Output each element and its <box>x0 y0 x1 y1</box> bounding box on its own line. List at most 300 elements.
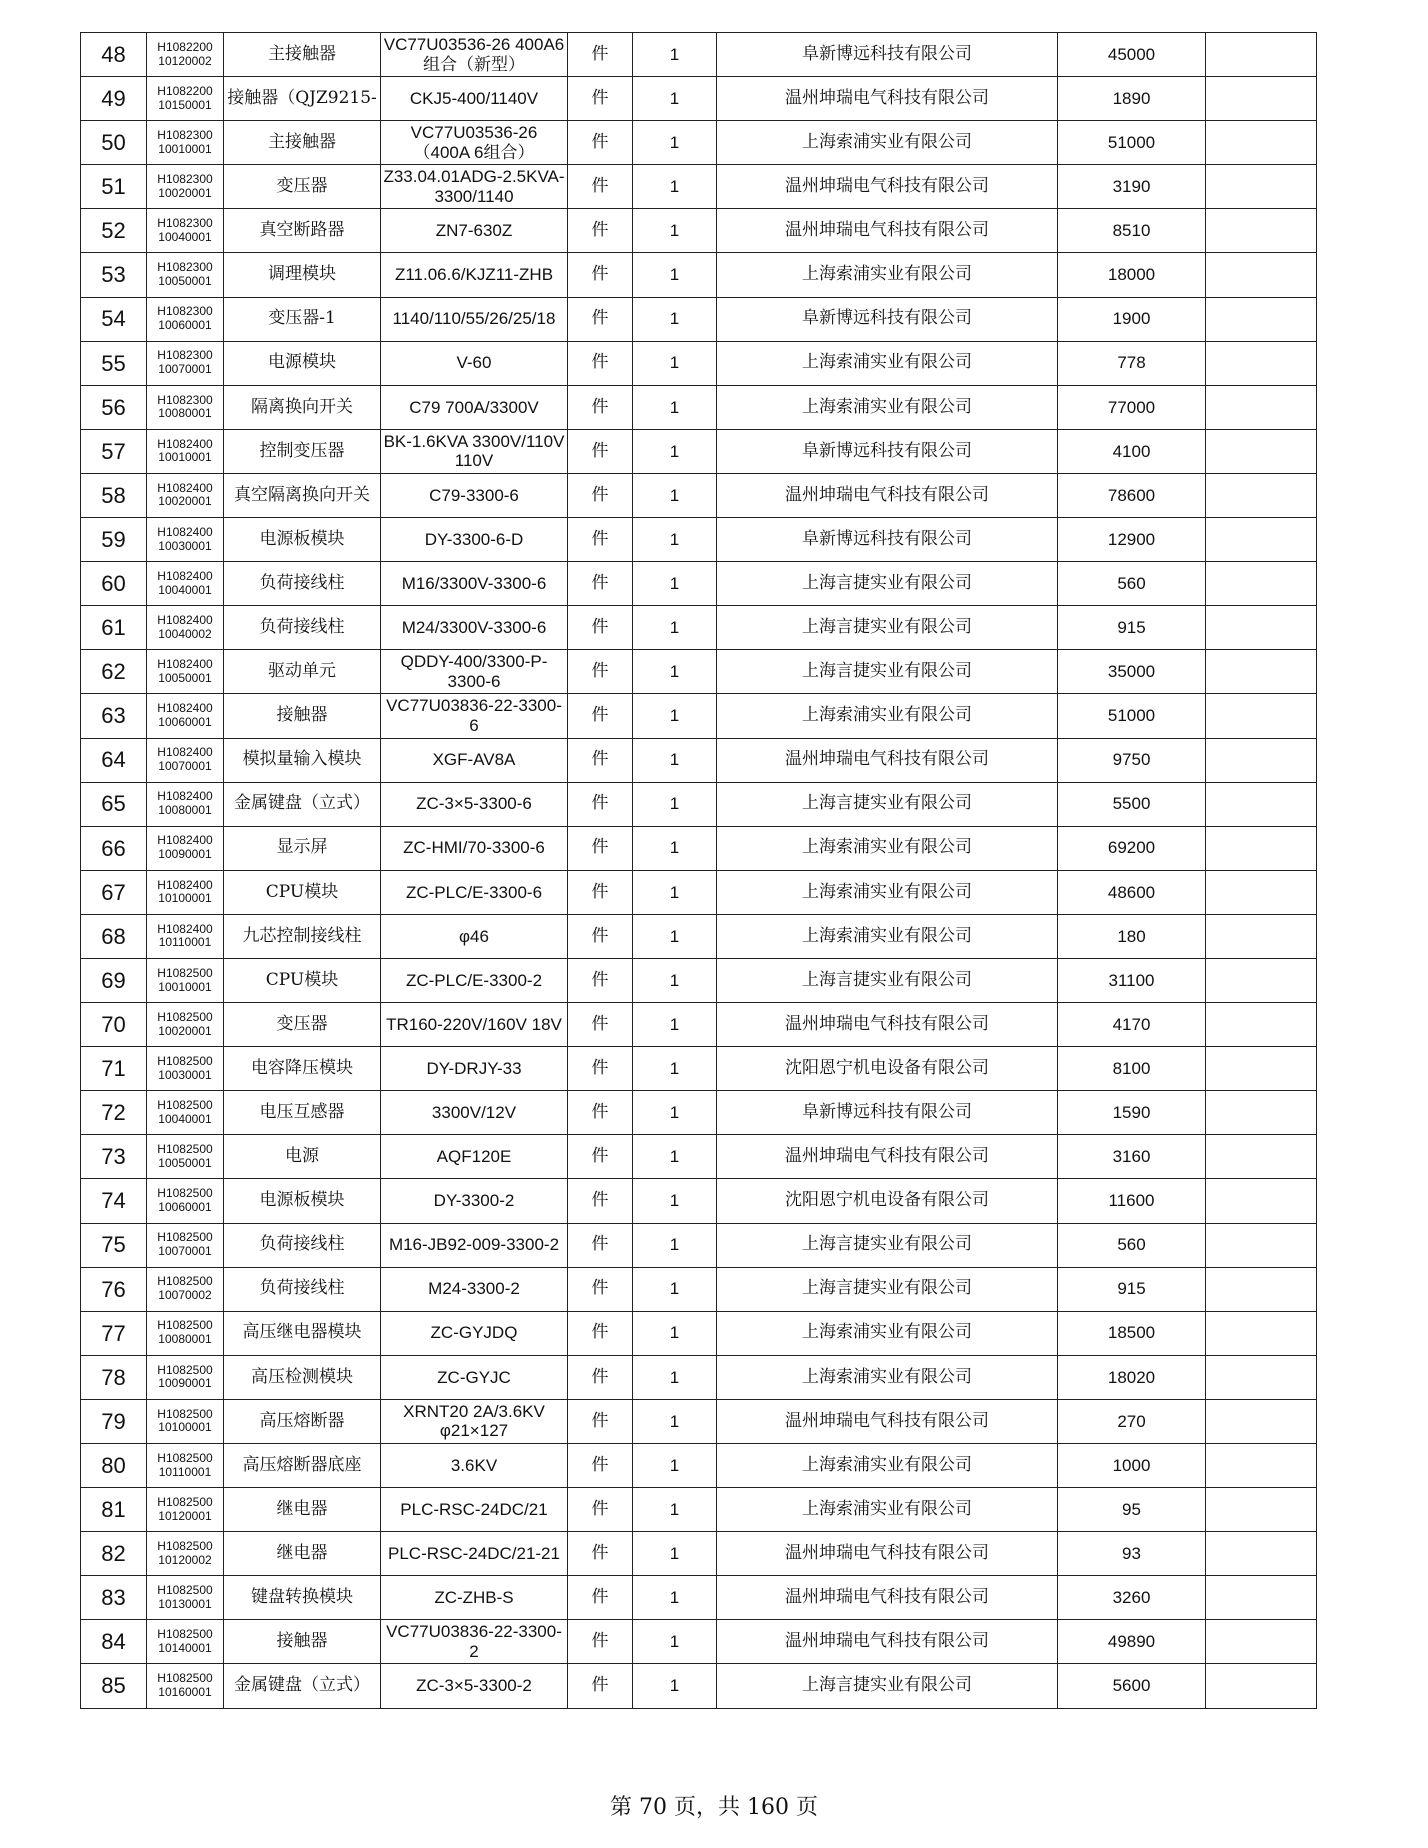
row-number-cell: 85 <box>81 1664 147 1708</box>
material-code-cell <box>147 826 224 870</box>
supplier-cell: 温州坤瑞电气科技有限公司 <box>717 1620 1058 1664</box>
table-row <box>81 562 1317 606</box>
material-code-part1: H1082500 <box>157 1053 213 1068</box>
part-model-cell: 1140/110/55/26/25/18 <box>381 297 568 341</box>
material-code-part1: H1082500 <box>157 1538 213 1553</box>
material-code-part2: 10010001 <box>158 979 212 994</box>
material-code-part1: H1082500 <box>157 1142 213 1157</box>
remark-cell <box>1206 958 1317 1002</box>
part-model-cell: ZC-PLC/E-3300-2 <box>381 958 568 1002</box>
supplier-cell: 上海言捷实业有限公司 <box>717 650 1058 694</box>
row-number-cell: 65 <box>81 782 147 826</box>
remark-cell <box>1206 1664 1317 1708</box>
table-row <box>81 782 1317 826</box>
material-code-part2: 10040002 <box>158 626 212 641</box>
table-row <box>81 1311 1317 1355</box>
table-row <box>81 33 1317 77</box>
material-code-part1: H1082400 <box>157 568 213 583</box>
unit-cell: 件 <box>568 1444 633 1488</box>
supplier-cell: 上海言捷实业有限公司 <box>717 1267 1058 1311</box>
supplier-cell: 上海索浦实业有限公司 <box>717 1444 1058 1488</box>
price-cell: 18000 <box>1058 253 1206 297</box>
quantity-cell: 1 <box>633 429 717 473</box>
material-code-cell <box>147 650 224 694</box>
material-code-cell <box>147 914 224 958</box>
material-code-cell <box>147 870 224 914</box>
remark-cell <box>1206 429 1317 473</box>
supplier-cell: 阜新博远科技有限公司 <box>717 33 1058 77</box>
quantity-cell: 1 <box>633 1003 717 1047</box>
material-code-part2: 10050001 <box>158 1155 212 1170</box>
unit-cell: 件 <box>568 870 633 914</box>
table-row <box>81 1444 1317 1488</box>
quantity-cell: 1 <box>633 914 717 958</box>
supplier-cell: 温州坤瑞电气科技有限公司 <box>717 1532 1058 1576</box>
unit-cell: 件 <box>568 429 633 473</box>
material-code-part2: 10120002 <box>158 53 212 68</box>
unit-cell: 件 <box>568 694 633 738</box>
part-model-cell: ZC-3×5-3300-2 <box>381 1664 568 1708</box>
part-model-cell: TR160-220V/160V 18V <box>381 1003 568 1047</box>
table-row <box>81 429 1317 473</box>
unit-cell: 件 <box>568 1135 633 1179</box>
material-code-part1: H1082400 <box>157 789 213 804</box>
table-row <box>81 606 1317 650</box>
row-number-cell: 82 <box>81 1532 147 1576</box>
unit-cell: 件 <box>568 518 633 562</box>
remark-cell <box>1206 738 1317 782</box>
part-model-cell: M16/3300V-3300-6 <box>381 562 568 606</box>
material-code-part2: 10150001 <box>158 97 212 112</box>
remark-cell <box>1206 914 1317 958</box>
quantity-cell: 1 <box>633 1091 717 1135</box>
part-model-cell: ZC-PLC/E-3300-6 <box>381 870 568 914</box>
quantity-cell: 1 <box>633 1223 717 1267</box>
remark-cell <box>1206 209 1317 253</box>
row-number-cell: 54 <box>81 297 147 341</box>
material-code-part1: H1082300 <box>157 348 213 363</box>
part-model-cell: AQF120E <box>381 1135 568 1179</box>
material-code-part2: 10080001 <box>158 803 212 818</box>
remark-cell <box>1206 341 1317 385</box>
part-name-cell: 变压器 <box>224 1003 381 1047</box>
material-code-part2: 10080001 <box>158 406 212 421</box>
part-model-cell: φ46 <box>381 914 568 958</box>
material-code-cell <box>147 253 224 297</box>
table-row <box>81 1091 1317 1135</box>
table-row <box>81 1620 1317 1664</box>
part-name-cell: 电容降压模块 <box>224 1047 381 1091</box>
quantity-cell: 1 <box>633 121 717 165</box>
material-code-cell <box>147 738 224 782</box>
material-code-part2: 10050001 <box>158 274 212 289</box>
part-name-cell: 接触器 <box>224 694 381 738</box>
material-code-part2: 10040001 <box>158 582 212 597</box>
material-code-part2: 10070001 <box>158 362 212 377</box>
remark-cell <box>1206 253 1317 297</box>
unit-cell: 件 <box>568 1620 633 1664</box>
table-row <box>81 1267 1317 1311</box>
material-code-cell <box>147 77 224 121</box>
material-code-cell <box>147 1576 224 1620</box>
price-cell: 9750 <box>1058 738 1206 782</box>
supplier-cell: 上海言捷实业有限公司 <box>717 782 1058 826</box>
unit-cell: 件 <box>568 33 633 77</box>
material-code-part1: H1082500 <box>157 1230 213 1245</box>
part-name-cell: 驱动单元 <box>224 650 381 694</box>
material-code-cell <box>147 1003 224 1047</box>
part-name-cell: 接触器（QJZ9215- <box>224 77 381 121</box>
material-code-cell <box>147 1399 224 1443</box>
table-row <box>81 914 1317 958</box>
part-model-cell: ZC-3×5-3300-6 <box>381 782 568 826</box>
row-number-cell: 52 <box>81 209 147 253</box>
price-cell: 93 <box>1058 1532 1206 1576</box>
unit-cell: 件 <box>568 650 633 694</box>
quantity-cell: 1 <box>633 1444 717 1488</box>
part-name-cell: 变压器 <box>224 165 381 209</box>
table-row <box>81 1399 1317 1443</box>
supplier-cell: 阜新博远科技有限公司 <box>717 1091 1058 1135</box>
part-name-cell: 隔离换向开关 <box>224 385 381 429</box>
price-cell: 78600 <box>1058 473 1206 517</box>
material-code-part1: H1082400 <box>157 524 213 539</box>
row-number-cell: 73 <box>81 1135 147 1179</box>
quantity-cell: 1 <box>633 562 717 606</box>
price-cell: 4170 <box>1058 1003 1206 1047</box>
supplier-cell: 上海索浦实业有限公司 <box>717 1488 1058 1532</box>
part-name-cell: 电源 <box>224 1135 381 1179</box>
supplier-cell: 上海索浦实业有限公司 <box>717 826 1058 870</box>
material-code-part2: 10110001 <box>158 935 212 950</box>
quantity-cell: 1 <box>633 33 717 77</box>
table-row <box>81 870 1317 914</box>
supplier-cell: 温州坤瑞电气科技有限公司 <box>717 1576 1058 1620</box>
part-model-cell: DY-DRJY-33 <box>381 1047 568 1091</box>
part-model-cell: M16-JB92-009-3300-2 <box>381 1223 568 1267</box>
material-code-cell <box>147 518 224 562</box>
remark-cell <box>1206 1047 1317 1091</box>
unit-cell: 件 <box>568 297 633 341</box>
part-name-cell: 金属键盘（立式） <box>224 782 381 826</box>
part-name-cell: CPU模块 <box>224 958 381 1002</box>
material-code-part1: H1082500 <box>157 1274 213 1289</box>
material-code-part1: H1082300 <box>157 304 213 319</box>
unit-cell: 件 <box>568 1664 633 1708</box>
quantity-cell: 1 <box>633 1399 717 1443</box>
price-cell: 778 <box>1058 341 1206 385</box>
price-cell: 31100 <box>1058 958 1206 1002</box>
table-row <box>81 694 1317 738</box>
material-code-part1: H1082500 <box>157 1406 213 1421</box>
price-cell: 1590 <box>1058 1091 1206 1135</box>
row-number-cell: 79 <box>81 1399 147 1443</box>
supplier-cell: 上海言捷实业有限公司 <box>717 1223 1058 1267</box>
unit-cell: 件 <box>568 341 633 385</box>
material-code-part2: 10090001 <box>158 847 212 862</box>
material-code-part1: H1082500 <box>157 1186 213 1201</box>
part-name-cell: CPU模块 <box>224 870 381 914</box>
material-code-part1: H1082500 <box>157 1318 213 1333</box>
unit-cell: 件 <box>568 1399 633 1443</box>
table-row <box>81 1003 1317 1047</box>
material-code-cell <box>147 473 224 517</box>
row-number-cell: 55 <box>81 341 147 385</box>
unit-cell: 件 <box>568 473 633 517</box>
unit-cell: 件 <box>568 1003 633 1047</box>
quantity-cell: 1 <box>633 1267 717 1311</box>
remark-cell <box>1206 33 1317 77</box>
material-code-cell <box>147 33 224 77</box>
material-code-cell <box>147 121 224 165</box>
part-model-cell: C79-3300-6 <box>381 473 568 517</box>
quantity-cell: 1 <box>633 782 717 826</box>
part-model-cell: PLC-RSC-24DC/21-21 <box>381 1532 568 1576</box>
price-cell: 11600 <box>1058 1179 1206 1223</box>
material-code-part2: 10060001 <box>158 714 212 729</box>
supplier-cell: 温州坤瑞电气科技有限公司 <box>717 165 1058 209</box>
row-number-cell: 70 <box>81 1003 147 1047</box>
material-code-part1: H1082400 <box>157 480 213 495</box>
price-cell: 560 <box>1058 562 1206 606</box>
row-number-cell: 69 <box>81 958 147 1002</box>
material-code-part2: 10100001 <box>158 1420 212 1435</box>
supplier-cell: 上海索浦实业有限公司 <box>717 253 1058 297</box>
material-code-part2: 10160001 <box>158 1685 212 1700</box>
price-cell: 915 <box>1058 606 1206 650</box>
row-number-cell: 68 <box>81 914 147 958</box>
price-cell: 51000 <box>1058 694 1206 738</box>
part-model-cell: XRNT20 2A/3.6KV φ21×127 <box>381 1399 568 1443</box>
part-name-cell: 继电器 <box>224 1488 381 1532</box>
remark-cell <box>1206 121 1317 165</box>
part-name-cell: 高压继电器模块 <box>224 1311 381 1355</box>
material-code-part2: 10070001 <box>158 759 212 774</box>
material-code-cell <box>147 1311 224 1355</box>
remark-cell <box>1206 1179 1317 1223</box>
unit-cell: 件 <box>568 1179 633 1223</box>
part-name-cell: 主接触器 <box>224 33 381 77</box>
material-code-cell <box>147 1267 224 1311</box>
material-code-part2: 10010001 <box>158 141 212 156</box>
quantity-cell: 1 <box>633 738 717 782</box>
row-number-cell: 78 <box>81 1355 147 1399</box>
quantity-cell: 1 <box>633 1576 717 1620</box>
material-code-part1: H1082200 <box>157 39 213 54</box>
material-code-cell <box>147 165 224 209</box>
table-row <box>81 1532 1317 1576</box>
part-model-cell: BK-1.6KVA 3300V/110V 110V <box>381 429 568 473</box>
material-code-part1: H1082500 <box>157 1362 213 1377</box>
row-number-cell: 49 <box>81 77 147 121</box>
part-model-cell: V-60 <box>381 341 568 385</box>
page-number: 第 70 页，共 160 页 <box>610 1795 818 1820</box>
material-code-cell <box>147 1179 224 1223</box>
price-cell: 1890 <box>1058 77 1206 121</box>
remark-cell <box>1206 606 1317 650</box>
part-model-cell: XGF-AV8A <box>381 738 568 782</box>
part-model-cell: M24-3300-2 <box>381 1267 568 1311</box>
row-number-cell: 56 <box>81 385 147 429</box>
row-number-cell: 84 <box>81 1620 147 1664</box>
part-model-cell: VC77U03836-22-3300-6 <box>381 694 568 738</box>
unit-cell: 件 <box>568 738 633 782</box>
supplier-cell: 上海言捷实业有限公司 <box>717 606 1058 650</box>
table-row <box>81 738 1317 782</box>
material-code-cell <box>147 958 224 1002</box>
supplier-cell: 沈阳恩宁机电设备有限公司 <box>717 1179 1058 1223</box>
part-model-cell: 3300V/12V <box>381 1091 568 1135</box>
remark-cell <box>1206 1488 1317 1532</box>
part-model-cell: 3.6KV <box>381 1444 568 1488</box>
quantity-cell: 1 <box>633 77 717 121</box>
remark-cell <box>1206 1399 1317 1443</box>
material-code-cell <box>147 1664 224 1708</box>
remark-cell <box>1206 650 1317 694</box>
remark-cell <box>1206 1003 1317 1047</box>
material-code-part1: H1082300 <box>157 127 213 142</box>
unit-cell: 件 <box>568 1311 633 1355</box>
material-code-cell <box>147 1135 224 1179</box>
supplier-cell: 温州坤瑞电气科技有限公司 <box>717 738 1058 782</box>
material-code-part2: 10100001 <box>158 891 212 906</box>
price-cell: 5600 <box>1058 1664 1206 1708</box>
row-number-cell: 66 <box>81 826 147 870</box>
supplier-cell: 温州坤瑞电气科技有限公司 <box>717 1135 1058 1179</box>
row-number-cell: 81 <box>81 1488 147 1532</box>
row-number-cell: 57 <box>81 429 147 473</box>
price-cell: 35000 <box>1058 650 1206 694</box>
part-model-cell: DY-3300-2 <box>381 1179 568 1223</box>
price-cell: 69200 <box>1058 826 1206 870</box>
part-model-cell: ZN7-630Z <box>381 209 568 253</box>
supplier-cell: 上海索浦实业有限公司 <box>717 121 1058 165</box>
quantity-cell: 1 <box>633 650 717 694</box>
part-name-cell: 电源模块 <box>224 341 381 385</box>
price-cell: 12900 <box>1058 518 1206 562</box>
material-code-part2: 10060001 <box>158 1199 212 1214</box>
part-name-cell: 变压器-1 <box>224 297 381 341</box>
material-code-cell <box>147 209 224 253</box>
material-code-cell <box>147 1355 224 1399</box>
row-number-cell: 61 <box>81 606 147 650</box>
remark-cell <box>1206 694 1317 738</box>
table-row <box>81 253 1317 297</box>
remark-cell <box>1206 77 1317 121</box>
table-row <box>81 1488 1317 1532</box>
quantity-cell: 1 <box>633 209 717 253</box>
part-name-cell: 高压熔断器 <box>224 1399 381 1443</box>
material-code-cell <box>147 1047 224 1091</box>
part-name-cell: 控制变压器 <box>224 429 381 473</box>
table-row <box>81 209 1317 253</box>
quantity-cell: 1 <box>633 253 717 297</box>
part-name-cell: 高压检测模块 <box>224 1355 381 1399</box>
quantity-cell: 1 <box>633 165 717 209</box>
price-cell: 45000 <box>1058 33 1206 77</box>
material-code-part2: 10010001 <box>158 450 212 465</box>
table-row <box>81 297 1317 341</box>
unit-cell: 件 <box>568 606 633 650</box>
part-name-cell: 负荷接线柱 <box>224 1267 381 1311</box>
part-model-cell: Z11.06.6/KJZ11-ZHB <box>381 253 568 297</box>
material-code-part1: H1082500 <box>157 1494 213 1509</box>
material-code-cell <box>147 385 224 429</box>
supplier-cell: 上海索浦实业有限公司 <box>717 1311 1058 1355</box>
material-code-part1: H1082300 <box>157 172 213 187</box>
material-code-cell <box>147 341 224 385</box>
part-name-cell: 高压熔断器底座 <box>224 1444 381 1488</box>
part-model-cell: CKJ5-400/1140V <box>381 77 568 121</box>
table-row <box>81 121 1317 165</box>
price-cell: 5500 <box>1058 782 1206 826</box>
quantity-cell: 1 <box>633 826 717 870</box>
material-code-part1: H1082500 <box>157 1450 213 1465</box>
part-model-cell: ZC-HMI/70-3300-6 <box>381 826 568 870</box>
unit-cell: 件 <box>568 1047 633 1091</box>
part-name-cell: 电源板模块 <box>224 518 381 562</box>
part-name-cell: 真空断路器 <box>224 209 381 253</box>
part-model-cell: DY-3300-6-D <box>381 518 568 562</box>
material-code-part1: H1082200 <box>157 83 213 98</box>
row-number-cell: 51 <box>81 165 147 209</box>
price-cell: 3260 <box>1058 1576 1206 1620</box>
material-code-part2: 10030001 <box>158 1067 212 1082</box>
supplier-cell: 沈阳恩宁机电设备有限公司 <box>717 1047 1058 1091</box>
quantity-cell: 1 <box>633 297 717 341</box>
supplier-cell: 上海索浦实业有限公司 <box>717 385 1058 429</box>
remark-cell <box>1206 1355 1317 1399</box>
unit-cell: 件 <box>568 782 633 826</box>
price-cell: 180 <box>1058 914 1206 958</box>
supplier-cell: 上海言捷实业有限公司 <box>717 958 1058 1002</box>
part-model-cell: ZC-GYJC <box>381 1355 568 1399</box>
price-cell: 3190 <box>1058 165 1206 209</box>
unit-cell: 件 <box>568 1355 633 1399</box>
price-cell: 3160 <box>1058 1135 1206 1179</box>
material-code-part1: H1082300 <box>157 392 213 407</box>
quantity-cell: 1 <box>633 958 717 1002</box>
material-code-part2: 10080001 <box>158 1332 212 1347</box>
supplier-cell: 上海索浦实业有限公司 <box>717 341 1058 385</box>
row-number-cell: 83 <box>81 1576 147 1620</box>
material-code-part2: 10070001 <box>158 1244 212 1259</box>
unit-cell: 件 <box>568 77 633 121</box>
part-model-cell: VC77U03836-22-3300-2 <box>381 1620 568 1664</box>
row-number-cell: 63 <box>81 694 147 738</box>
remark-cell <box>1206 1532 1317 1576</box>
row-number-cell: 80 <box>81 1444 147 1488</box>
part-name-cell: 接触器 <box>224 1620 381 1664</box>
quantity-cell: 1 <box>633 1355 717 1399</box>
remark-cell <box>1206 1135 1317 1179</box>
quantity-cell: 1 <box>633 518 717 562</box>
quantity-cell: 1 <box>633 1620 717 1664</box>
part-name-cell: 电源板模块 <box>224 1179 381 1223</box>
material-code-part1: H1082400 <box>157 436 213 451</box>
price-cell: 77000 <box>1058 385 1206 429</box>
quantity-cell: 1 <box>633 385 717 429</box>
part-name-cell: 键盘转换模块 <box>224 1576 381 1620</box>
material-code-part2: 10140001 <box>158 1640 212 1655</box>
material-code-part1: H1082400 <box>157 877 213 892</box>
price-cell: 18500 <box>1058 1311 1206 1355</box>
table-row <box>81 1355 1317 1399</box>
table-row <box>81 1223 1317 1267</box>
supplier-cell: 上海索浦实业有限公司 <box>717 1355 1058 1399</box>
row-number-cell: 59 <box>81 518 147 562</box>
material-code-part1: H1082500 <box>157 1627 213 1642</box>
